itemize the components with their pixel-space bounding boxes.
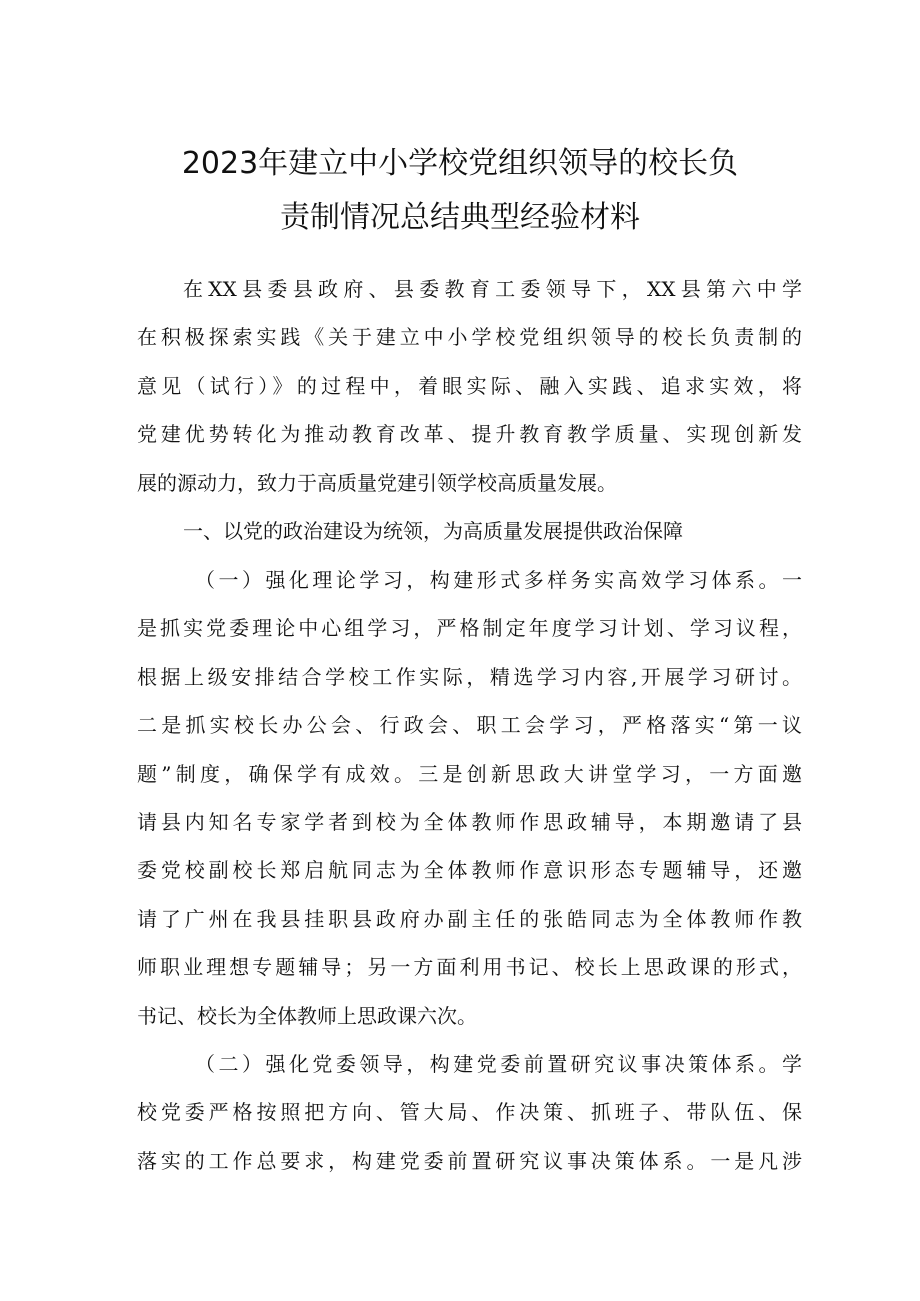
- paragraph-line: 题”制度，确保学有成效。三是创新思政大讲堂学习，一方面邀: [137, 761, 802, 786]
- section-heading-line: 一、以党的政治建设为统领，为高质量发展提供政治保障: [183, 519, 683, 543]
- paragraph-line: 在积极探索实践《关于建立中小学校党组织领导的校长负责制的: [137, 325, 802, 350]
- paragraph-line: 师职业理想专题辅导；另一方面利用书记、校长上思政课的形式，: [137, 955, 802, 980]
- paragraph-line: 二是抓实校长办公会、行政会、职工会学习，严格落实“第一议: [137, 713, 802, 738]
- paragraph-line: 展的源动力，致力于高质量党建引领学校高质量发展。: [137, 470, 617, 495]
- paragraph-line: 落实的工作总要求，构建党委前置研究议事决策体系。一是凡涉: [137, 1148, 802, 1173]
- paragraph-line: 在XX县委县政府、县委教育工委领导下，XX县第六中学: [183, 277, 802, 301]
- paragraph-party-leadership: [137, 1040, 802, 1185]
- paragraph-line: （二）强化党委领导，构建党委前置研究议事决策体系。学: [195, 1052, 802, 1076]
- document-title-line-1: 2023年建立中小学校党组织领导的校长负: [181, 146, 739, 181]
- paragraph-line: 意见（试行）》的过程中，着眼实际、融入实践、追求实效，将: [137, 373, 802, 398]
- paragraph-line: 请了广州在我县挂职县政府办副主任的张皓同志为全体教师作教: [137, 906, 802, 931]
- paragraph-theory-study: [137, 556, 802, 1040]
- section-heading-1: [137, 507, 802, 555]
- paragraph-line: 校党委严格按照把方向、管大局、作决策、抓班子、带队伍、保: [137, 1100, 802, 1125]
- paragraph-line: 请县内知名专家学者到校为全体教师作思政辅导，本期邀请了县: [137, 809, 802, 834]
- paragraph-line: 党建优势转化为推动教育改革、提升教育教学质量、实现创新发: [137, 422, 802, 447]
- paragraph-intro: [137, 265, 802, 507]
- paragraph-line: 根据上级安排结合学校工作实际，精选学习内容,开展学习研讨。: [137, 664, 802, 689]
- paragraph-line: 是抓实党委理论中心组学习，严格制定年度学习计划、学习议程，: [137, 616, 802, 641]
- document-title-line-2: 责制情况总结典型经验材料: [280, 200, 640, 235]
- paragraph-line: （一）强化理论学习，构建形式多样务实高效学习体系。一: [195, 568, 802, 592]
- paragraph-line: 委党校副校长郑启航同志为全体教师作意识形态专题辅导，还邀: [137, 858, 802, 883]
- paragraph-line: 书记、校长为全体教师上思政课六次。: [137, 1003, 477, 1028]
